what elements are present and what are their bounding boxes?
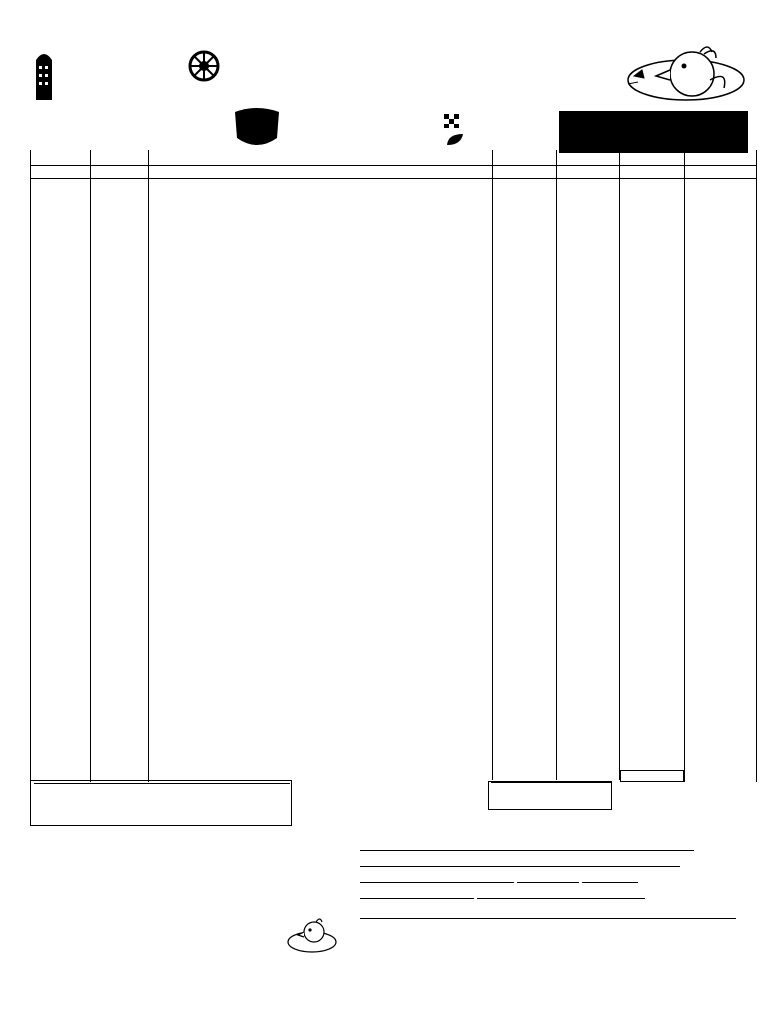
email-field[interactable]: [477, 888, 645, 899]
total-label: [620, 770, 684, 782]
paris-farmers-union-logo: [34, 44, 224, 106]
small-chick-icon: [284, 912, 340, 954]
city-field[interactable]: [360, 872, 514, 883]
blue-seal-badge-icon: [231, 108, 283, 148]
name-field[interactable]: [360, 840, 694, 851]
nutrena-leaf-icon: [446, 133, 464, 146]
small-chick: [284, 912, 340, 954]
cartoon-chick-icon: [604, 40, 754, 108]
zip-field[interactable]: [582, 872, 638, 883]
signature-line[interactable]: [360, 918, 736, 919]
address-field[interactable]: [360, 856, 680, 867]
phone-field[interactable]: [360, 888, 474, 899]
blue-seal-logo: [231, 108, 283, 148]
deadlines-box: [30, 780, 292, 826]
deposit-balance-box: [488, 781, 612, 810]
state-field[interactable]: [517, 872, 579, 883]
chick-illustration: [604, 40, 754, 108]
silo-logo-icon: [34, 44, 224, 106]
cockerels-offer: [559, 111, 748, 153]
purina-nutrena-logo: [444, 112, 550, 150]
customer-form[interactable]: [360, 840, 750, 904]
checkerboard-icon: [444, 114, 460, 128]
green-mountain-feeds-logo: [300, 122, 436, 150]
